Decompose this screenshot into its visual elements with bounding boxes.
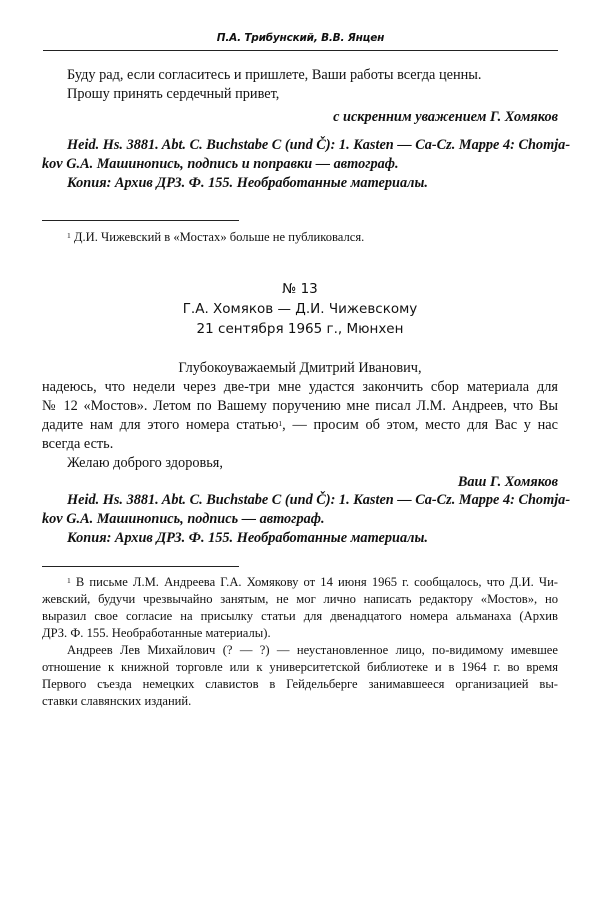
footnote-line: Первого съезда немецких славистов в Гейдельберге занимавшееся организацией вы- bbox=[42, 677, 558, 691]
letter-number: № 13 bbox=[282, 281, 318, 297]
footnote-mark: 1 bbox=[67, 576, 71, 585]
letter-12-closing bbox=[42, 66, 558, 127]
archive-source-line: kov G.A. Машинопись, подпись — автограф. bbox=[42, 511, 325, 527]
footnote-mark: 1 bbox=[67, 231, 71, 240]
footnote-rule bbox=[42, 220, 239, 221]
letter-title: Г.А. Хомяков — Д.И. Чижевскому bbox=[182, 301, 418, 317]
body-line: всегда есть. bbox=[42, 436, 114, 452]
running-head: П.А. Трибунский, В.В. Янцен bbox=[216, 32, 385, 44]
footnote-text: В письме Л.М. Андреева Г.А. Хомякову от 14 июня 1965 г. сообщалось, что Д.И. Чи- bbox=[75, 575, 558, 589]
copy-location: Копия: Архив ДРЗ. Ф. 155. Необработанные материалы. bbox=[67, 175, 428, 191]
body-line: Прошу принять сердечный привет, bbox=[67, 86, 280, 102]
signature: Ваш Г. Хомяков bbox=[457, 474, 558, 490]
copy-location: Копия: Архив ДРЗ. Ф. 155. Необработанные материалы. bbox=[67, 530, 428, 546]
header-rule bbox=[43, 50, 558, 51]
letter-13-body bbox=[42, 359, 558, 492]
archive-source-line: kov G.A. Машинопись, подпись и поправки — автограф. bbox=[42, 156, 399, 172]
footnote-text: Д.И. Чижевский в «Мостах» больше не публиковался. bbox=[73, 230, 365, 244]
footnote-line: ставки славянских изданий. bbox=[42, 694, 192, 708]
signature: с искренним уважением Г. Хомяков bbox=[333, 109, 558, 125]
footnote-ref: 1 bbox=[278, 419, 283, 428]
closing: Желаю доброго здоровья, bbox=[67, 455, 223, 471]
body-line: № 12 «Мостов». Летом по Вашему поручению мне писал Л.М. Андреев, что Вы bbox=[42, 398, 558, 414]
footnotes-13 bbox=[42, 574, 558, 710]
letter-13-source bbox=[42, 491, 571, 548]
footnote-line: отношение к книжной торговле или к университетской библиотеке и в 1964 г. во время bbox=[42, 660, 558, 674]
archive-source-line: Heid. Hs. 3881. Abt. C. Buchstabe C (und Č): 1. Kasten — Ca-Cz. Mappe 4: Chomja- bbox=[67, 492, 571, 508]
footnote-line: жевский, будучи чрезвычайно занятым, не мог лично написать редактору «Мостов», но bbox=[42, 592, 558, 606]
salutation: Глубокоуважаемый Дмитрий Иванович, bbox=[178, 360, 422, 376]
footnote-line: Андреев Лев Михайлович (? — ?) — неустановленное лицо, по-видимому имевшее bbox=[67, 643, 558, 657]
letter-date: 21 сентября 1965 г., Мюнхен bbox=[196, 321, 404, 337]
body-line: надеюсь, что недели через две-три мне удастся закончить сбор материала для bbox=[42, 379, 558, 395]
archive-source-line: Heid. Hs. 3881. Abt. C. Buchstabe C (und Č): 1. Kasten — Ca-Cz. Mappe 4: Chomja- bbox=[67, 137, 571, 153]
letter-12-source bbox=[42, 136, 571, 193]
footnote-line: выразил свое согласие на присылку статьи для двенадцатого номера альманаха (Архив bbox=[42, 609, 558, 623]
footnote-line: ДРЗ. Ф. 155. Необработанные материалы). bbox=[42, 626, 271, 640]
letter-13-heading bbox=[42, 279, 558, 339]
footnote-12 bbox=[42, 229, 558, 246]
body-line: дадите нам для этого номера статью$^1$, — просим об этом, место для Вас у нас bbox=[42, 417, 558, 433]
body-line: Буду рад, если согласитесь и пришлете, Ваши работы всегда ценны. bbox=[67, 67, 482, 83]
footnote-rule bbox=[42, 566, 239, 567]
